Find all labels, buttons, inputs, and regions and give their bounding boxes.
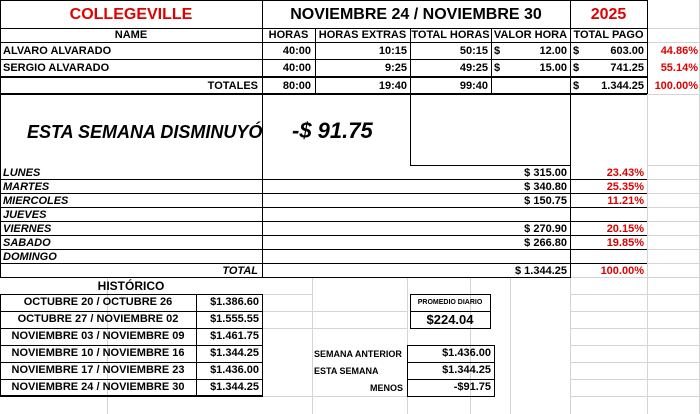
history-period: OCTUBRE 20 / OCTUBRE 26: [23, 296, 173, 308]
employee-hours: 40:00: [282, 62, 311, 74]
history-amount: $1.555.55: [210, 313, 259, 325]
day-amount: $ 315.00: [524, 167, 567, 179]
history-period: NOVIEMBRE 24 / NOVIEMBRE 30: [11, 381, 185, 393]
day-amount: $ 340.80: [524, 181, 567, 193]
pay-currency: $: [573, 45, 580, 57]
year-title: 2025: [590, 6, 627, 23]
history-amount: $1.461.75: [210, 330, 259, 342]
history-period: NOVIEMBRE 03 / NOVIEMBRE 09: [11, 330, 185, 342]
employee-pct: 44.86%: [660, 45, 698, 57]
employee-total-hours: 49:25: [459, 62, 488, 74]
day-name: VIERNES: [3, 223, 52, 235]
history-period: NOVIEMBRE 10 / NOVIEMBRE 16: [11, 347, 185, 359]
day-pct: 25.35%: [606, 181, 644, 193]
day-name: SABADO: [3, 237, 51, 249]
this-week-label: ESTA SEMANA: [314, 366, 379, 376]
this-week-value: $1.344.25: [442, 364, 491, 376]
previous-week-label: SEMANA ANTERIOR: [314, 349, 402, 359]
totals-extra: 19:40: [378, 80, 407, 92]
totals-label: TOTALES: [207, 80, 258, 92]
employee-name: ALVARO ALVARADO: [3, 45, 112, 57]
history-amount: $1.344.25: [210, 381, 259, 393]
day-pct: 20.15%: [606, 223, 644, 235]
history-period: NOVIEMBRE 17 / NOVIEMBRE 23: [11, 364, 185, 376]
history-period: OCTUBRE 27 / NOVIEMBRE 02: [17, 313, 179, 325]
days-total-amount: $ 1.344.25: [515, 265, 567, 277]
day-amount: $ 150.75: [524, 195, 567, 207]
day-amount: $ 266.80: [524, 237, 567, 249]
pay-currency: $: [573, 62, 580, 74]
employee-total-hours: 50:15: [459, 45, 488, 57]
day-pct: 11.21%: [607, 195, 644, 207]
totals-pay: 1.344.25: [601, 80, 644, 92]
rate-currency: $: [494, 62, 501, 74]
daily-average-label: PROMEDIO DIARIO: [417, 299, 483, 306]
location-title: COLLEGEVILLE: [69, 6, 193, 23]
employee-hours: 40:00: [282, 45, 311, 57]
col-rate: VALOR HORA: [493, 29, 568, 41]
history-amount: $1.344.25: [210, 347, 259, 359]
totals-pct: 100.00%: [654, 80, 698, 92]
totals-total-hours: 99:40: [459, 80, 488, 92]
history-amount: $1.436.00: [210, 364, 259, 376]
col-total-hours: TOTAL HORAS: [411, 29, 490, 41]
employee-name: SERGIO ALVARADO: [3, 62, 110, 74]
employee-pay: 741.25: [610, 62, 644, 74]
totals-hours: 80:00: [282, 80, 311, 92]
col-total-pay: TOTAL PAGO: [573, 29, 644, 41]
history-title: HISTÓRICO: [97, 279, 165, 293]
difference-label: MENOS: [369, 383, 403, 393]
employee-extra: 9:25: [384, 62, 407, 74]
totals-currency: $: [573, 80, 580, 92]
col-name: NAME: [114, 29, 148, 41]
col-hours: HORAS: [268, 29, 309, 41]
employee-rate: 15.00: [539, 62, 567, 74]
days-total-label: TOTAL: [222, 265, 258, 277]
employee-extra: 10:15: [378, 45, 407, 57]
day-name: MARTES: [3, 181, 50, 193]
day-name: DOMINGO: [3, 251, 57, 263]
day-name: MIERCOLES: [3, 195, 69, 207]
day-pct: 23.43%: [606, 167, 644, 179]
rate-currency: $: [494, 45, 501, 57]
col-extra-hours: HORAS EXTRAS: [318, 29, 407, 41]
period-title: NOVIEMBRE 24 / NOVIEMBRE 30: [290, 6, 542, 23]
summary-value: -$ 91.75: [292, 118, 373, 143]
previous-week-value: $1.436.00: [442, 347, 491, 359]
employee-pay: 603.00: [610, 45, 644, 57]
employee-rate: 12.00: [539, 45, 567, 57]
difference-value: -$91.75: [453, 381, 491, 393]
daily-average-value: $224.04: [426, 312, 474, 327]
history-amount: $1.386.60: [210, 296, 259, 308]
day-name: LUNES: [3, 167, 41, 179]
days-total-pct: 100.00%: [600, 265, 644, 277]
day-name: JUEVES: [3, 209, 47, 221]
day-pct: 19.85%: [606, 237, 644, 249]
employee-pct: 55.14%: [660, 62, 698, 74]
day-amount: $ 270.90: [524, 223, 567, 235]
summary-label: ESTA SEMANA DISMINUYÓ: [27, 122, 263, 142]
